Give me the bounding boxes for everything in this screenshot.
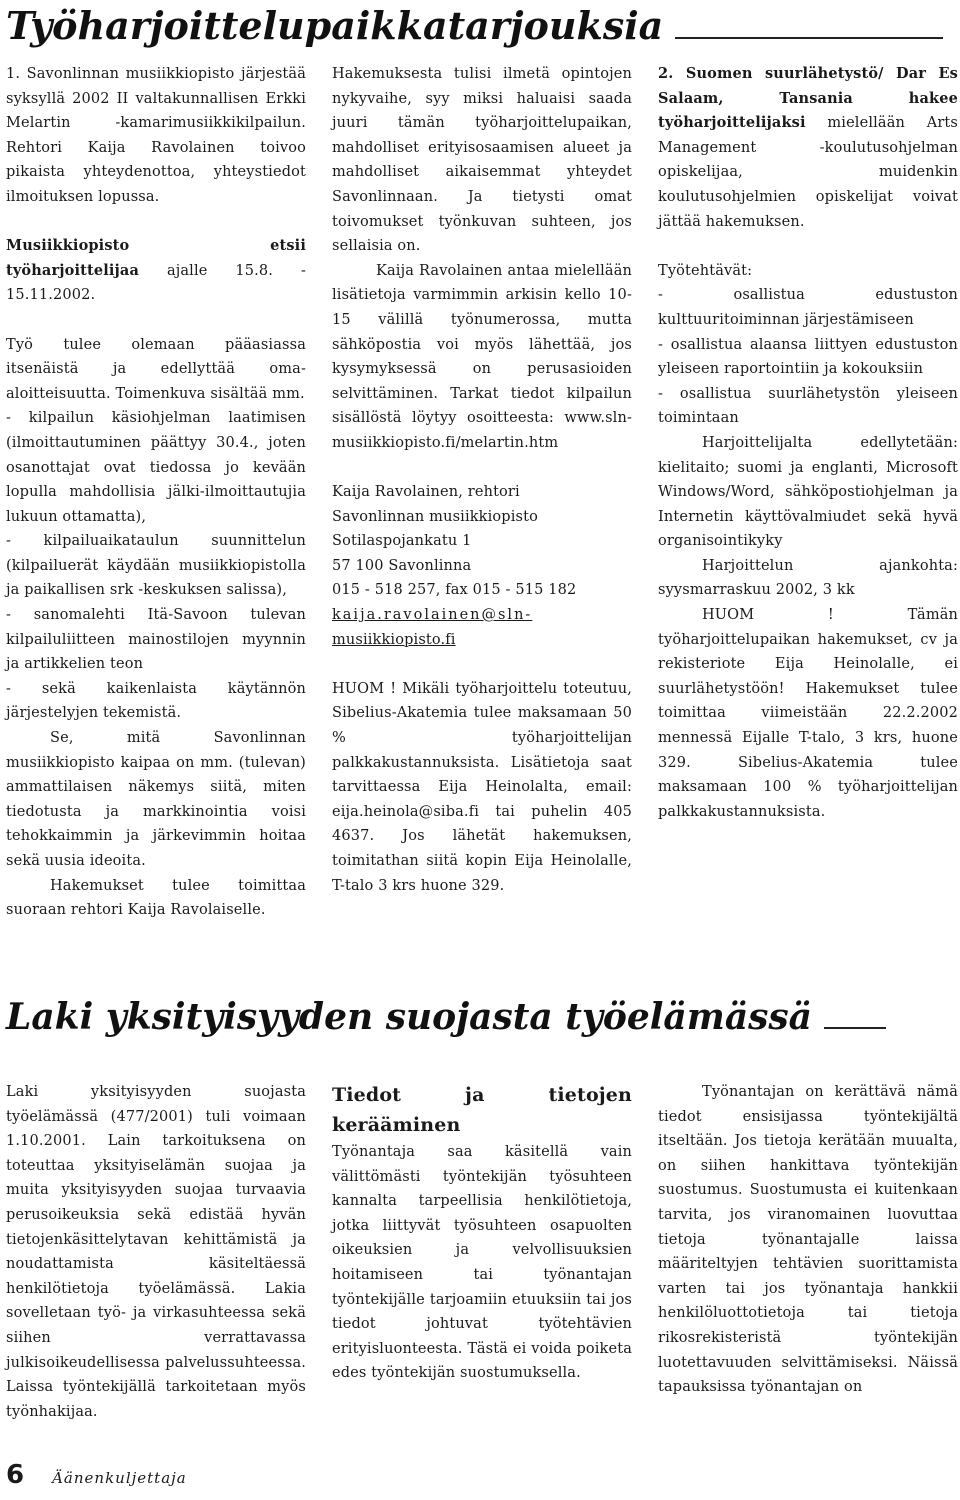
ad1-application-content: Hakemuksesta tulisi ilmetä opintojen nykyvaihe, syy miksi haluaisi saada juuri tämän työharjoittelupaikan, mahdolliset erityisosaamisen alueet ja mahdolliset aikaisemmat yhteydet Savonlinnaan. Ja tietysti omat toivomukset työnkuvan suhteen, jos sellaisia on. — [332, 66, 632, 255]
ad2-task-1: - osallistua edustuston kulttuuritoiminnan järjestämiseen — [658, 287, 958, 328]
ad1-applications: Hakemukset tulee toimittaa suoraan rehtori Kaija Ravolaiselle. — [6, 877, 306, 919]
section-title-text: Työharjoittelupaikkatarjouksia — [6, 3, 664, 48]
privacy-continued-text: Työnantajan on kerättävä nämä tiedot ensisijassa työntekijältä itseltään. Jos tietoja kerätään muualta, on siihen hankittava työntekijän suostumus. Suostumusta ei kuitenkaan tarvita, jos viranomainen luovuttaa tietoja työnantajalle laissa määriteltyjen tehtävien suorittamista varten tai jos työnantaja hankkii henkilöluottotietoja tai tietoja rikosrekisteristä työntekijän luotettavuuden selvittämiseksi. Näissä tapauksissa työnantajan on — [658, 1084, 958, 1396]
ad1-position-bold: Musiikkiopisto etsii työharjoittelijaa — [6, 237, 306, 279]
contact-organization: Savonlinnan musiikkiopisto — [332, 508, 538, 525]
ad2-intro-bold: 2. Suomen suurlähetystö/ Dar Es Salaam, Tansania hakee työharjoittelijaksi — [658, 65, 958, 132]
privacy-law-column-3 — [658, 1080, 958, 1400]
privacy-subheading: Tiedot ja tietojen kerääminen — [332, 1084, 632, 1136]
title-rule — [824, 1027, 886, 1029]
section-title-text: Laki yksityisyyden suojasta työelämässä — [6, 996, 813, 1038]
ad1-task-4: - sekä kaikenlaista käytännön järjestelyjen tekemistä. — [6, 680, 306, 722]
ad1-address-block — [332, 480, 632, 652]
ad1-task-3: - sanomalehti Itä-Savoon tulevan kilpailuliitteen mainostilojen myynnin ja artikkelien teon — [6, 607, 306, 673]
contact-street: Sotilaspojankatu 1 — [332, 533, 472, 550]
contact-email-link-part1[interactable]: kaija.ravolainen@sln- — [332, 607, 533, 624]
ad1-contact-info: Kaija Ravolainen antaa mielellään lisätietoja varmimmin arkisin kello 10-15 välillä työnumerossa, mutta sähköpostia voi myös lähettää, jos kysymyksessä on perusasioiden selvittäminen. Tarkat tiedot kilpailun sisällöstä löytyy osoitteesta: www.sln-musiikkiopisto.fi/melartin.htm — [332, 262, 632, 451]
section-title-internships — [6, 4, 943, 48]
ad1-task-2: - kilpailuaikataulun suunnittelun (kilpailuerät käydään musiikkiopistolla ja paikallisen srk -keskuksen salissa), — [6, 533, 306, 599]
ad2-requirements: Harjoittelijalta edellytetään: kielitaito; suomi ja englanti, Microsoft Windows/Word, sähköpostiohjelman ja Internetin käyttövalmiudet sekä hyvä organisointikyky — [658, 434, 958, 550]
ad1-position — [6, 234, 306, 308]
ad1-description: Työ tulee olemaan pääasiassa itsenäistä ja edellyttää oma-aloitteisuutta. Toimenkuva sisältää mm. — [6, 336, 306, 402]
ad2-intro — [658, 62, 958, 234]
privacy-collection-text: Työnantaja saa käsitellä vain välittömästi työntekijän työsuhteen kannalta tarpeellisia henkilötietoja, jotka liittyvät työsuhteen osapuolten oikeuksien ja velvollisuuksien hoitamiseen tai työnantajan työntekijälle tarjoamiin etuuksiin tai jos tiedot johtuvat työtehtävien erityisluonteesta. Tästä ei voida poiketa edes työntekijän suostumuksella. — [332, 1144, 632, 1382]
magazine-name: Äänenkuljettaja — [52, 1469, 187, 1487]
ad2-intro-rest: mielellään Arts Management -koulutusohjelman opiskelijaa, muidenkin koulutusohjelmien opiskelijat voivat jättää hakemuksen. — [658, 115, 958, 230]
ad1-expectations: Se, mitä Savonlinnan musiikkiopisto kaipaa on mm. (tulevan) ammattilaisen näkemys siitä, miten tiedotusta ja markkinointia voisi tehokkaimmin ja järkevimmin hoitaa sekä uusia ideoita. — [6, 730, 306, 869]
contact-phone: 015 - 518 257, fax 015 - 515 182 — [332, 582, 577, 599]
ad2-period: Harjoittelun ajankohta: syysmarraskuu 2002, 3 kk — [658, 557, 958, 599]
privacy-intro: Laki yksityisyyden suojasta työelämässä (477/2001) tuli voimaan 1.10.2001. Lain tarkoituksena on toteuttaa yksityiselämän suojaa ja muita yksityisyyden suojaa turvaavia perusoikeuksia sekä edistää hyvän tietojenkäsittelytavan kehittämistä ja noudattamista käsiteltäessä henkilötietoja työelämässä. Lakia sovelletaan työ- ja virkasuhteessa sekä siihen verrattavassa julkisoikeudellisessa palvelussuhteessa. Laissa työntekijällä tarkoitetaan myös työnhakijaa. — [6, 1084, 306, 1420]
ad1-intro: 1. Savonlinnan musiikkiopisto järjestää syksyllä 2002 II valtakunnallisen Erkki Melartin -kamarimusiikkikilpailun. Rehtori Kaija Ravolainen toivoo pikaista yhteydenottoa, yhteystiedot ilmoituksen lopussa. — [6, 66, 306, 205]
page-footer — [6, 1460, 187, 1490]
internship-ad-1-column — [6, 62, 306, 923]
ad1-position-dates: ajalle 15.8. - 15.11.2002. — [6, 262, 306, 304]
ad2-task-2: - osallistua alaansa liittyen edustuston yleiseen raportointiin ja kokouksiin — [658, 336, 958, 378]
contact-name: Kaija Ravolainen, rehtori — [332, 484, 520, 501]
section-title-privacy-law — [6, 992, 886, 1038]
contact-city: 57 100 Savonlinna — [332, 557, 472, 574]
page-number: 6 — [6, 1460, 25, 1490]
internship-ad-1-column-2 — [332, 62, 632, 898]
contact-email-link-part2[interactable]: musiikkiopisto.fi — [332, 631, 456, 648]
ad1-note: HUOM ! Mikäli työharjoittelu toteutuu, Sibelius-Akatemia tulee maksamaan 50 % työharjoittelijan palkkakustannuksista. Lisätietoja saat tarvittaessa Eija Heinolalta, email: eija.heinola@siba.fi tai puhelin 405 4637. Jos lähetät hakemuksen, toimitathan siitä kopin Eija Heinolalle, T-talo 3 krs huone 329. — [332, 680, 632, 894]
ad2-note: HUOM ! Tämän työharjoittelupaikan hakemukset, cv ja rekisteriote Eija Heinolalle, ei suurlähetystöön! Hakemukset tulee toimittaa viimeistään 22.2.2002 mennessä Eijalle T-talo, 3 krs, huone 329. Sibelius-Akatemia tulee maksamaan 100 % työharjoittelijan palkkakustannuksista. — [658, 607, 958, 820]
ad2-task-3: - osallistua suurlähetystön yleiseen toimintaan — [658, 385, 958, 427]
privacy-law-column-2 — [332, 1080, 632, 1386]
ad2-tasks-heading: Työtehtävät: — [658, 262, 753, 279]
ad1-task-1: - kilpailun käsiohjelman laatimisen (ilmoittautuminen päättyy 30.4., joten osanottajat ovat tiedossa jo kevään lopulla mahdollisia jälki-ilmoittautujia lukuun ottamatta), — [6, 410, 306, 525]
internship-ad-2-column — [658, 62, 958, 824]
title-rule — [675, 37, 943, 39]
privacy-law-column-1 — [6, 1080, 306, 1424]
